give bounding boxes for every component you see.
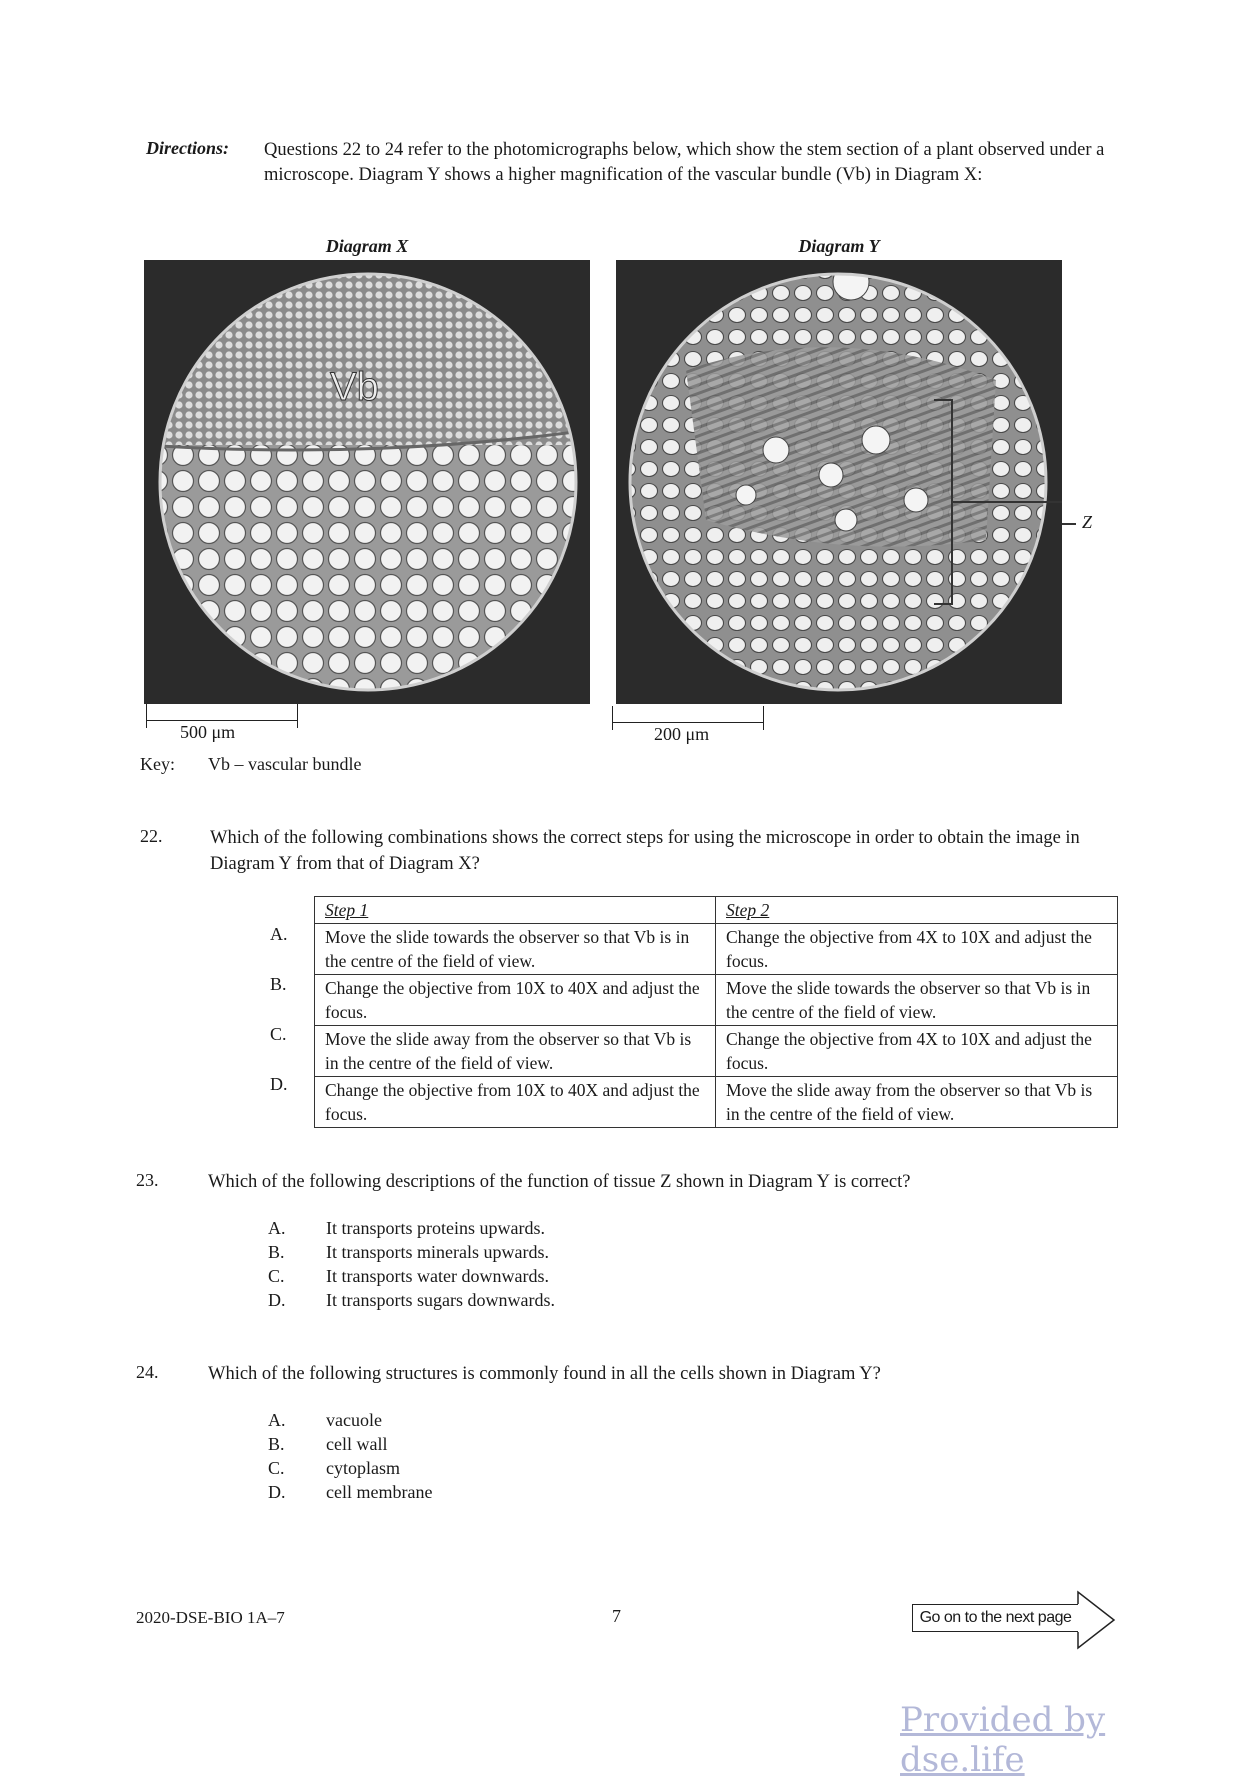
q24-option-c-letter: C. [268, 1458, 285, 1478]
row-c-step1: Move the slide away from the observer so that Vb is in the centre of the field of view. [315, 1026, 716, 1077]
diagram-y-micrograph [616, 260, 1062, 704]
key-label: Key: [140, 754, 175, 774]
table-row [315, 1077, 1118, 1128]
directions-text: Questions 22 to 24 refer to the photomicrographs below, which show the stem section of a plant observed under a microscope. Diagram Y shows a higher magnification of the vascular bundle (Vb) in Diagram X: [264, 140, 1105, 185]
page-number: 7 [612, 1606, 621, 1626]
diagram-x-scale-label: 500 μm [180, 722, 236, 742]
diagram-x-vb-label: Vb [330, 365, 379, 409]
diagram-y-image [616, 260, 1062, 704]
q23-option-c-letter: C. [268, 1266, 285, 1286]
q22-row-letter-c: C. [270, 1024, 287, 1044]
table-row [315, 924, 1118, 975]
q22-steps-table [314, 896, 1118, 1128]
q23-option-d-text: It transports sugars downwards. [326, 1290, 555, 1310]
q22-row-letter-d: D. [270, 1074, 288, 1094]
q23-text: Which of the following descriptions of the function of tissue Z shown in Diagram Y is correct? [208, 1172, 911, 1192]
row-d-step2: Move the slide away from the observer so that Vb is in the centre of the field of view. [716, 1077, 1118, 1128]
directions-label: Directions: [146, 138, 229, 158]
diagram-x-scale-bar [146, 706, 298, 721]
q23-option-b-letter: B. [268, 1242, 285, 1262]
table-row [315, 1026, 1118, 1077]
row-a-step1: Move the slide towards the observer so that Vb is in the centre of the field of view. [315, 924, 716, 975]
q22-number: 22. [140, 826, 163, 846]
diagram-x-micrograph [144, 260, 590, 704]
q24-number: 24. [136, 1362, 159, 1382]
q24-option-b-letter: B. [268, 1434, 285, 1454]
table-row [315, 975, 1118, 1026]
key-text: Vb – vascular bundle [208, 754, 362, 774]
diagram-x-title: Diagram X [325, 236, 409, 256]
row-a-step2: Change the objective from 4X to 10X and adjust the focus. [716, 924, 1118, 975]
row-c-step2: Change the objective from 4X to 10X and adjust the focus. [716, 1026, 1118, 1077]
q23-number: 23. [136, 1170, 159, 1190]
q23-option-a-letter: A. [268, 1218, 286, 1238]
q23-option-a-text: It transports proteins upwards. [326, 1218, 545, 1238]
watermark: Provided by dse.life [900, 1700, 1106, 1780]
step1-header: Step 1 [315, 897, 716, 924]
q24-option-a-text: vacuole [326, 1410, 382, 1430]
diagram-x-image [144, 260, 590, 704]
step2-header: Step 2 [716, 897, 1118, 924]
q23-option-d-letter: D. [268, 1290, 286, 1310]
q24-text: Which of the following structures is commonly found in all the cells shown in Diagram Y? [208, 1364, 881, 1384]
diagram-y-scale-bar [612, 708, 764, 723]
q23-option-c-text: It transports water downwards. [326, 1266, 549, 1286]
table-header-row [315, 897, 1118, 924]
diagram-y-scale-label: 200 μm [654, 724, 710, 744]
q22-row-letter-b: B. [270, 974, 287, 994]
next-page-arrow [910, 1590, 1116, 1650]
q24-option-a-letter: A. [268, 1410, 286, 1430]
diagram-y-z-label: Z [1082, 512, 1093, 532]
q22-text: Which of the following combinations shows the correct steps for using the microscope in order to obtain the image in Diagram Y from that of Diagram X? [210, 828, 1080, 874]
row-b-step2: Move the slide towards the observer so that Vb is in the centre of the field of view. [716, 975, 1118, 1026]
q24-option-d-letter: D. [268, 1482, 286, 1502]
q24-option-d-text: cell membrane [326, 1482, 433, 1502]
q24-option-c-text: cytoplasm [326, 1458, 400, 1478]
diagram-y-title: Diagram Y [798, 236, 880, 256]
row-d-step1: Change the objective from 10X to 40X and adjust the focus. [315, 1077, 716, 1128]
q23-option-b-text: It transports minerals upwards. [326, 1242, 549, 1262]
next-page-label: Go on to the next page [912, 1604, 1078, 1632]
paper-code: 2020-DSE-BIO 1A–7 [136, 1608, 285, 1627]
diagram-y-z-pointer [1062, 523, 1076, 525]
q24-option-b-text: cell wall [326, 1434, 388, 1454]
row-b-step1: Change the objective from 10X to 40X and adjust the focus. [315, 975, 716, 1026]
q22-row-letter-a: A. [270, 924, 288, 944]
